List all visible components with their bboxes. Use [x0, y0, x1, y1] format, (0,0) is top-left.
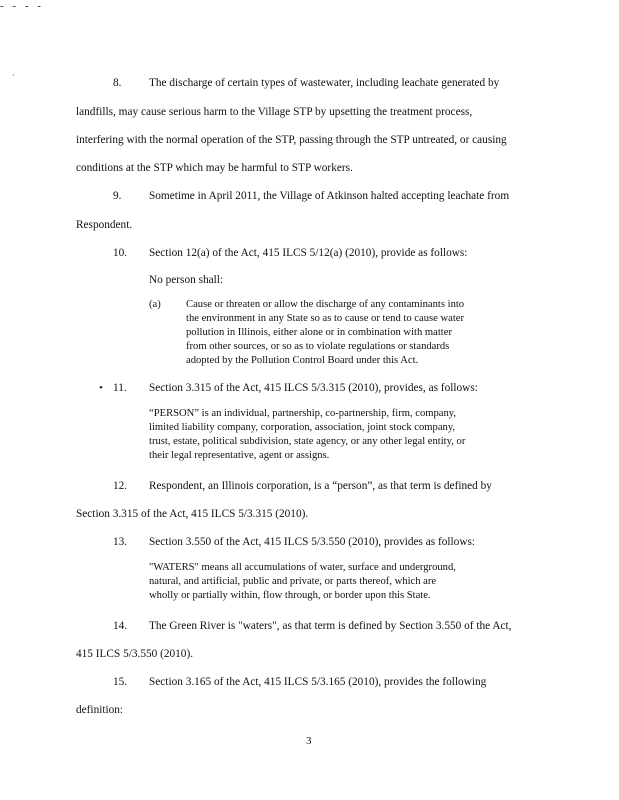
p9-line-1: Sometime in April 2011, the Village of Atkinson halted accepting leachate from [149, 190, 510, 202]
p10-line-1: Section 12(a) of the Act, 415 ILCS 5/12(a) (2010), provide as follows: [149, 247, 468, 259]
p10-sub-label: (a) [149, 299, 161, 310]
p10-sub-line-4: from other sources, or so as to violate regulations or standards [186, 341, 450, 352]
paragraph-number-13: 13. [113, 536, 128, 548]
p13-quote-line-1: "WATERS" means all accumulations of water, surface and underground, [149, 562, 456, 573]
paragraph-number-9: 9. [113, 190, 122, 202]
p14-line-2: 415 ILCS 5/3.550 (2010). [76, 648, 194, 660]
p11-quote-line-3: trust, estate, political subdivision, state agency, or any other legal entity, or [149, 436, 466, 447]
p11-line-1: Section 3.315 of the Act, 415 ILCS 5/3.315 (2010), provides, as follows: [149, 382, 478, 394]
header-marks: - - - - [0, 0, 44, 12]
p11-quote-line-4: their legal representative, agent or assigns. [149, 450, 330, 461]
p8-line-4: conditions at the STP which may be harmful to STP workers. [76, 162, 353, 174]
bullet-mark: • [99, 382, 103, 394]
p10-sub-line-2: the environment in any State so as to cause or tend to cause water [186, 313, 464, 324]
paragraph-number-11: 11. [113, 382, 127, 394]
p8-line-1: The discharge of certain types of wastewater, including leachate generated by [149, 77, 500, 89]
margin-mark: · [12, 70, 15, 80]
p11-quote-line-1: “PERSON” is an individual, partnership, co-partnership, firm, company, [149, 408, 457, 419]
p12-line-2: Section 3.315 of the Act, 415 ILCS 5/3.315 (2010). [76, 508, 309, 520]
p10-lead: No person shall: [149, 274, 224, 286]
paragraph-number-8: 8. [113, 77, 122, 89]
paragraph-number-15: 15. [113, 676, 128, 688]
p13-quote-line-3: wholly or partially within, flow through, or border upon this State. [149, 590, 431, 601]
p8-line-2: landfills, may cause serious harm to the Village STP by upsetting the treatment process, [76, 106, 473, 118]
p15-line-1: Section 3.165 of the Act, 415 ILCS 5/3.165 (2010), provides the following [149, 676, 487, 688]
p14-line-1: The Green River is "waters", as that term is defined by Section 3.550 of the Act, [149, 620, 512, 632]
p13-quote-line-2: natural, and artificial, public and private, or parts thereof, which are [149, 576, 437, 587]
p11-quote-line-2: limited liability company, corporation, association, joint stock company, [149, 422, 456, 433]
paragraph-number-12: 12. [113, 480, 128, 492]
p10-sub-line-1: Cause or threaten or allow the discharge of any contaminants into [186, 299, 465, 310]
p15-line-2: definition: [76, 704, 124, 716]
p9-line-2: Respondent. [76, 219, 133, 231]
paragraph-number-10: 10. [113, 247, 128, 259]
page-number: 3 [306, 735, 312, 747]
p13-line-1: Section 3.550 of the Act, 415 ILCS 5/3.550 (2010), provides as follows: [149, 536, 476, 548]
p8-line-3: interfering with the normal operation of the STP, passing through the STP untreated, or causing [76, 134, 507, 146]
paragraph-number-14: 14. [113, 620, 128, 632]
p10-sub-line-3: pollution in Illinois, either alone or in combination with matter [186, 327, 452, 338]
p10-sub-line-5: adopted by the Pollution Control Board under this Act. [186, 355, 419, 366]
p12-line-1: Respondent, an Illinois corporation, is a “person”, as that term is defined by [149, 480, 492, 492]
